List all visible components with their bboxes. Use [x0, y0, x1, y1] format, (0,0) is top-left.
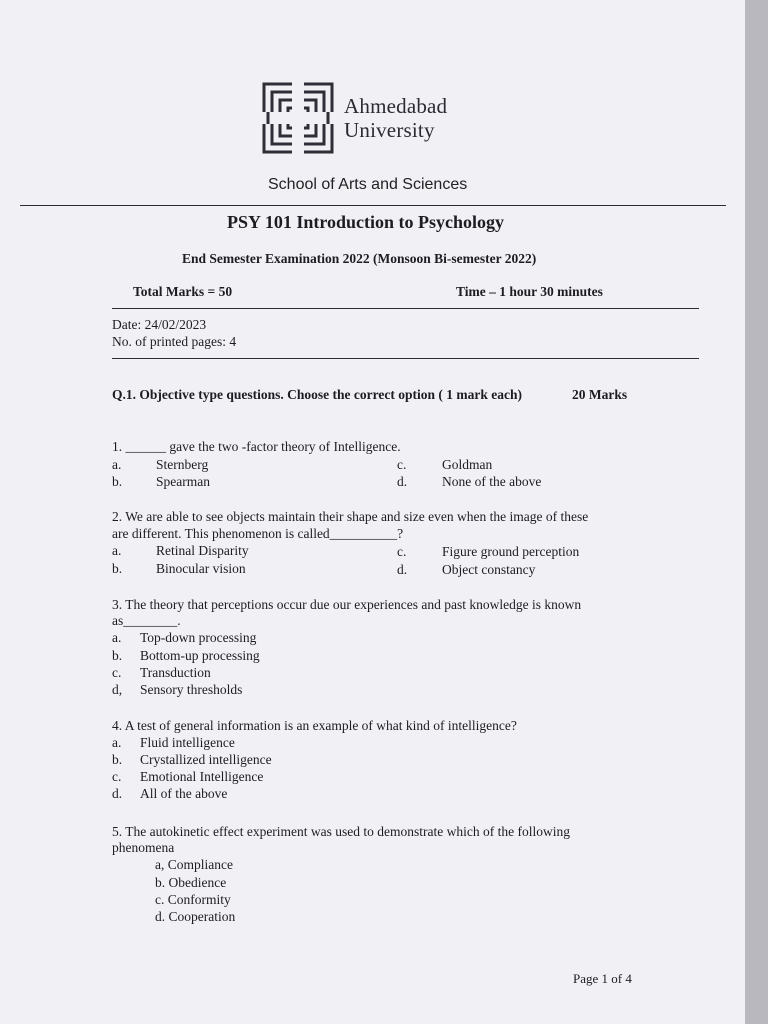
page-number: Page 1 of 4 [573, 971, 632, 986]
option-d: d. Cooperation [155, 909, 236, 924]
university-name-line1: Ahmedabad [344, 94, 448, 118]
option-key: d. [397, 474, 408, 489]
question-text-line2: phenomena [112, 840, 175, 855]
exam-date: Date: 24/02/2023 [112, 317, 207, 332]
printed-pages: No. of printed pages: 4 [112, 334, 237, 349]
option-c: Goldman [442, 457, 493, 472]
page-edge-shadow [745, 0, 768, 1024]
option-key: c. [112, 665, 122, 680]
option-d: None of the above [442, 474, 542, 489]
option-key: a. [112, 630, 122, 645]
option-b: Bottom-up processing [140, 648, 260, 663]
option-key: a. [112, 735, 122, 750]
option-d: Sensory thresholds [140, 682, 243, 697]
total-marks: Total Marks = 50 [133, 284, 233, 299]
question-text-line1: 3. The theory that perceptions occur due our experiences and past knowledge is known [112, 597, 582, 612]
option-c: c. Conformity [155, 892, 231, 907]
option-c: Transduction [140, 665, 211, 680]
option-a: a, Compliance [155, 857, 233, 872]
option-b: Spearman [156, 474, 210, 489]
school-name: School of Arts and Sciences [268, 176, 468, 193]
question-text-line1: 5. The autokinetic effect experiment was used to demonstrate which of the following [112, 824, 570, 839]
university-logo-icon [262, 82, 334, 154]
date-divider [112, 358, 699, 359]
option-key: c. [397, 457, 407, 472]
section-title: Q.1. Objective type questions. Choose the correct option ( 1 mark each) [112, 387, 522, 402]
question-text-line2: as________. [112, 613, 181, 628]
option-key: d. [112, 786, 123, 801]
option-c: Emotional Intelligence [140, 769, 264, 784]
option-key: a. [112, 543, 122, 558]
header-divider [20, 205, 726, 206]
option-key: c. [112, 769, 122, 784]
option-d: All of the above [140, 786, 228, 801]
marks-divider [112, 308, 699, 309]
option-key: b. [112, 648, 123, 663]
option-a: Top-down processing [140, 630, 257, 645]
option-key: a. [112, 457, 122, 472]
option-key: c. [397, 544, 407, 559]
option-b: Binocular vision [156, 561, 246, 576]
question-text: 4. A test of general information is an example of what kind of intelligence? [112, 718, 517, 733]
option-key: d. [397, 562, 408, 577]
question-text: 1. ______ gave the two -factor theory of Intelligence. [112, 439, 401, 454]
option-d: Object constancy [442, 562, 536, 577]
option-key: b. [112, 561, 123, 576]
option-a: Sternberg [156, 457, 209, 472]
section-marks: 20 Marks [572, 387, 628, 402]
option-c: Figure ground perception [442, 544, 580, 559]
option-key: d, [112, 682, 123, 697]
exam-time: Time – 1 hour 30 minutes [456, 284, 603, 299]
option-b: b. Obedience [155, 875, 227, 890]
university-name-line2: University [344, 118, 435, 142]
option-a: Fluid intelligence [140, 735, 235, 750]
question-text-line2: are different. This phenomenon is called__________? [112, 526, 404, 541]
exam-title: End Semester Examination 2022 (Monsoon Bi-semester 2022) [182, 251, 537, 266]
option-b: Crystallized intelligence [140, 752, 272, 767]
question-text-line1: 2. We are able to see objects maintain their shape and size even when the image of these [112, 509, 589, 524]
option-a: Retinal Disparity [156, 543, 249, 558]
course-title: PSY 101 Introduction to Psychology [227, 212, 505, 232]
option-key: b. [112, 752, 123, 767]
option-key: b. [112, 474, 123, 489]
